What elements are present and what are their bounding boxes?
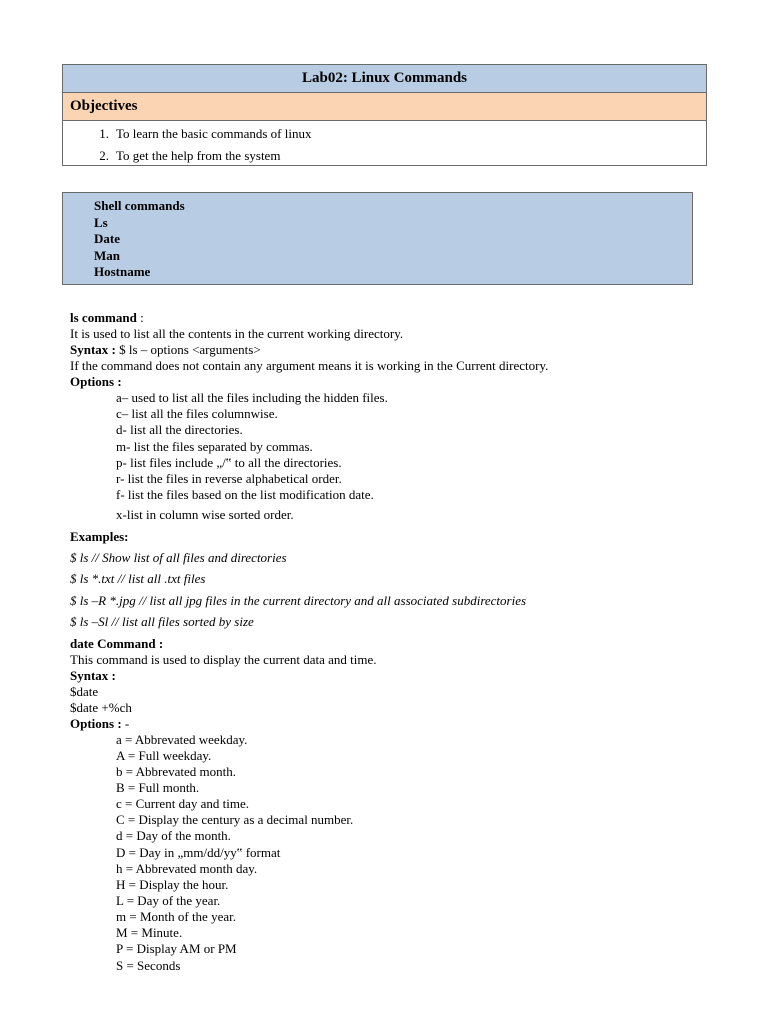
example-line: $ ls –Sl // list all files sorted by size xyxy=(70,614,254,629)
ls-option: a– used to list all the files including the hidden files. xyxy=(116,390,388,405)
ls-options-label: Options : xyxy=(70,374,122,389)
date-option: d = Day of the month. xyxy=(116,828,231,843)
shell-item: Date xyxy=(94,231,120,247)
date-option: C = Display the century as a decimal number. xyxy=(116,812,354,827)
ls-heading: ls command xyxy=(70,310,137,325)
date-syntax-line: $date xyxy=(70,684,99,699)
date-options-line: Options : - xyxy=(70,716,130,731)
date-option: c = Current day and time. xyxy=(116,796,249,811)
objective-item: 2. To get the help from the system xyxy=(99,148,281,163)
ls-heading-line: ls command : xyxy=(70,310,144,325)
date-option: m = Month of the year. xyxy=(116,909,236,924)
example-line: $ ls // Show list of all files and directories xyxy=(70,550,287,565)
date-heading: date Command : xyxy=(70,636,164,651)
example-line: $ ls –R *.jpg // list all jpg files in the current directory and all associated subdirectories xyxy=(70,593,527,608)
shell-commands-box xyxy=(62,192,693,285)
example-line: $ ls *.txt // list all .txt files xyxy=(70,571,206,586)
ls-option: c– list all the files columnwise. xyxy=(116,406,278,421)
date-option: H = Display the hour. xyxy=(116,877,229,892)
ls-option: d- list all the directories. xyxy=(116,422,243,437)
shell-item: Shell commands xyxy=(94,198,185,213)
ls-syntax-line: Syntax : $ ls – options <arguments> xyxy=(70,342,261,357)
date-option: D = Day in „mm/dd/yy‟ format xyxy=(116,845,281,860)
date-syntax-line: $date +%ch xyxy=(70,700,132,715)
date-option: b = Abbrevated month. xyxy=(116,764,236,779)
objectives-heading: Objectives xyxy=(63,93,706,121)
date-option: L = Day of the year. xyxy=(116,893,221,908)
date-option: h = Abbrevated month day. xyxy=(116,861,258,876)
ls-option: r- list the files in reverse alphabetical order. xyxy=(116,471,342,486)
date-option: a = Abbrevated weekday. xyxy=(116,732,248,747)
ls-option: p- list files include „/‟ to all the directories. xyxy=(116,455,342,470)
objectives-list xyxy=(63,121,706,167)
ls-option: f- list the files based on the list modification date. xyxy=(116,487,374,502)
date-option: P = Display AM or PM xyxy=(116,941,237,956)
date-option: A = Full weekday. xyxy=(116,748,212,763)
examples-label: Examples: xyxy=(70,529,129,544)
objective-item: 1. To learn the basic commands of linux xyxy=(99,126,312,141)
lab-title-table xyxy=(62,64,707,166)
ls-option: m- list the files separated by commas. xyxy=(116,439,313,454)
date-option: M = Minute. xyxy=(116,925,183,940)
ls-option: x-list in column wise sorted order. xyxy=(116,507,294,522)
shell-item: Ls xyxy=(94,214,108,230)
date-option: B = Full month. xyxy=(116,780,200,795)
date-option: S = Seconds xyxy=(116,958,181,973)
date-syntax-label: Syntax : xyxy=(70,668,116,683)
shell-item: Man xyxy=(94,247,120,263)
ls-note: If the command does not contain any argument means it is working in the Current directory. xyxy=(70,358,549,373)
lab-title: Lab02: Linux Commands xyxy=(63,65,706,93)
date-description: This command is used to display the current data and time. xyxy=(70,652,377,667)
ls-description: It is used to list all the contents in the current working directory. xyxy=(70,326,404,341)
shell-item: Hostname xyxy=(94,264,151,280)
